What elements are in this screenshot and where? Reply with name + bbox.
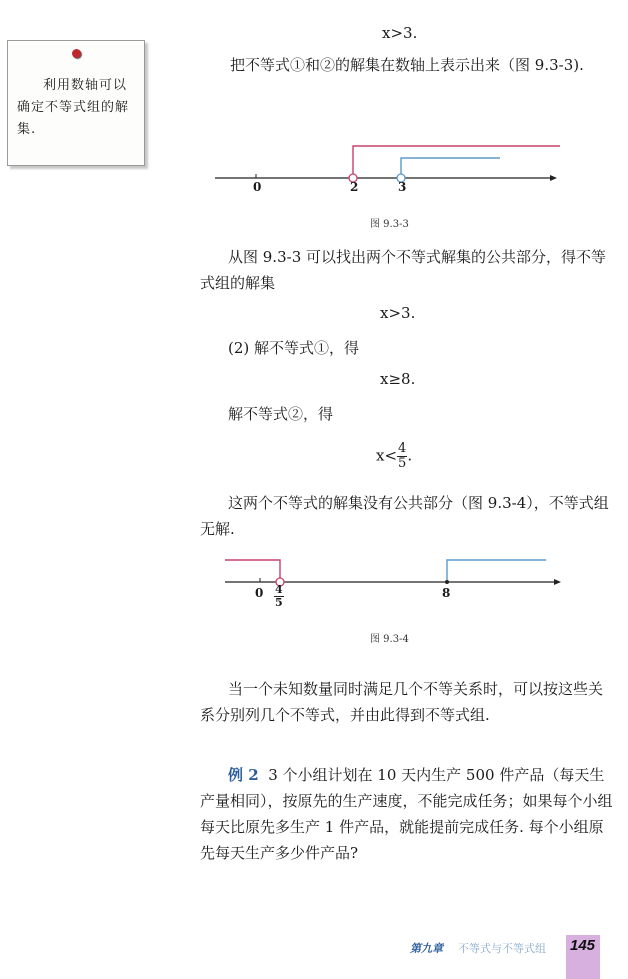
- math4-prefix: x<: [376, 446, 398, 465]
- page-number: 145: [570, 937, 596, 954]
- tick-label-0: 0: [253, 180, 262, 194]
- tick-label-0-fig2: 0: [255, 586, 264, 600]
- page-number-box: [566, 935, 600, 979]
- tick-label-3: 3: [398, 180, 407, 194]
- math-x-ge-8: x≥8.: [380, 370, 416, 388]
- paragraph-2: 从图 9.3-3 可以找出两个不等式解集的公共部分，得不等式组的解集: [200, 248, 607, 292]
- footer-chapter: 第九章: [410, 942, 443, 955]
- paragraph-4: 当一个未知数量同时满足几个不等关系时，可以按这些关系分别列几个不等式，并由此得到不等式组.: [200, 680, 604, 724]
- example-label: 例 2: [228, 766, 259, 784]
- math-x-lt-4-5: x< $\frac{4}{5}$ .: [376, 441, 413, 471]
- tick-label-8: 8: [442, 586, 451, 600]
- footer-title: 不等式与不等式组: [458, 942, 546, 955]
- fraction-4-5: $\frac{4}{5}$: [398, 441, 407, 471]
- tick-label-4-5: $\frac{4}{5}$: [275, 583, 283, 609]
- example-text: 3 个小组计划在 10 天内生产 500 件产品（每天生产量相同），按原先的生产速度，不能完成任务；如果每个小组每天比原先多生产 1 件产品，就能提前完成任务. 每个小组原先每天生产多少件产品?: [200, 766, 613, 862]
- step-2-label: (2) 解不等式①，得: [228, 339, 360, 357]
- step-3-label: 解不等式②，得: [228, 405, 334, 423]
- math-x-gt-3: x>3.: [382, 24, 418, 42]
- sidenote-text: 利用数轴可以确定不等式组的解集.: [17, 78, 130, 137]
- example-2: [200, 762, 616, 866]
- sidenote-card: [7, 40, 145, 166]
- number-line-figure-9-3-3: [210, 140, 570, 200]
- tick-label-2: 2: [350, 180, 359, 194]
- math-solution-x-gt-3: x>3.: [380, 304, 416, 322]
- pin-icon: [72, 49, 81, 58]
- figure-caption-9-3-3: 图 9.3-3: [370, 219, 409, 230]
- paragraph-1: 把不等式①和②的解集在数轴上表示出来（图 9.3-3).: [230, 56, 584, 74]
- figure-caption-9-3-4: 图 9.3-4: [370, 634, 409, 645]
- paragraph-3: 这两个不等式的解集没有公共部分（图 9.3-4），不等式组无解.: [200, 494, 609, 538]
